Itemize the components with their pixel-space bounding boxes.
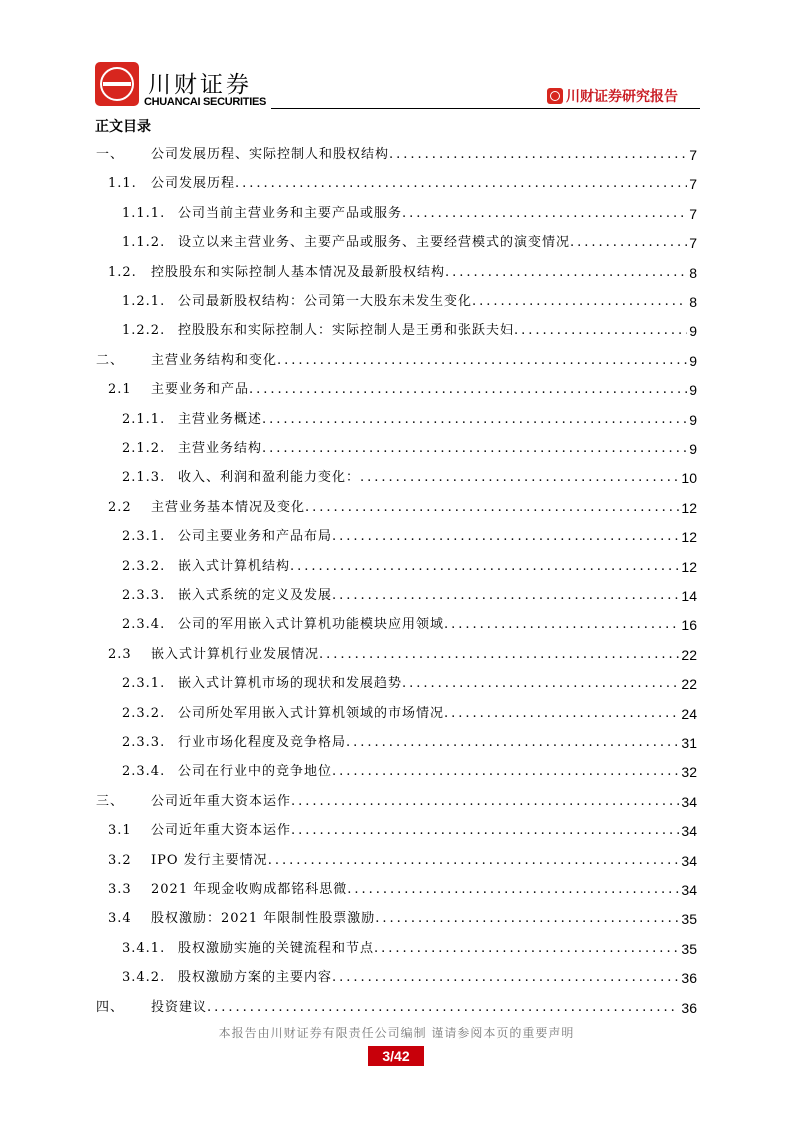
- toc-leader-dots: [291, 792, 679, 812]
- toc-leader-dots: [360, 468, 679, 488]
- toc-leader-dots: [319, 645, 679, 665]
- toc-entry-page: 31: [681, 735, 697, 751]
- toc-entry[interactable]: [0, 851, 793, 871]
- toc-entry-title[interactable]: 公司发展历程: [151, 176, 236, 192]
- toc-entry-title[interactable]: 嵌入式计算机市场的现状和发展趋势: [178, 676, 403, 692]
- toc-entry[interactable]: [0, 880, 793, 900]
- toc-entry-page: 9: [689, 441, 697, 457]
- toc-entry-title[interactable]: 公司当前主营业务和主要产品或服务: [178, 205, 403, 221]
- toc-leader-dots: [570, 233, 687, 253]
- toc-entry-title[interactable]: 股权激励方案的主要内容: [178, 970, 333, 986]
- toc-leader-dots: [332, 527, 679, 547]
- page-number: 3/42: [368, 1046, 424, 1066]
- toc-entry[interactable]: [0, 468, 793, 488]
- toc-entry-title[interactable]: 主营业务结构和变化: [151, 352, 278, 368]
- toc-entry-title[interactable]: IPO 发行主要情况: [151, 852, 268, 868]
- toc-entry[interactable]: [0, 939, 793, 959]
- toc-leader-dots: [375, 909, 679, 929]
- toc-leader-dots: [277, 351, 687, 371]
- toc-entry-title[interactable]: 股权激励实施的关键流程和节点: [178, 940, 375, 956]
- toc-entry-page: 24: [681, 705, 697, 722]
- footer-disclaimer: 本报告由川财证券有限责任公司编制 谨请参阅本页的重要声明: [218, 1026, 575, 1040]
- toc-entry-number: 2.2: [108, 499, 132, 515]
- toc-entry-title[interactable]: 投资建议: [151, 999, 208, 1015]
- toc-leader-dots: [268, 851, 680, 871]
- toc-entry-title[interactable]: 收入、利润和盈利能力变化：: [178, 470, 361, 486]
- toc-entry-title[interactable]: 行业市场化程度及竞争格局: [178, 735, 347, 750]
- toc-entry-page: 12: [681, 499, 697, 516]
- toc-leader-dots: [346, 733, 679, 753]
- report-label: [547, 86, 678, 106]
- toc-entry[interactable]: [0, 762, 793, 782]
- toc-leader-dots: [389, 145, 687, 165]
- toc-entry-title[interactable]: 公司主要业务和产品布局: [178, 529, 333, 545]
- toc-leader-dots: [305, 498, 679, 518]
- toc-entry[interactable]: [0, 998, 793, 1018]
- toc-entry[interactable]: [0, 498, 793, 518]
- toc-entry-page: 34: [681, 852, 697, 869]
- toc-entry-title[interactable]: 股权激励：2021 年限制性股票激励: [151, 911, 376, 927]
- toc-entry-page: 9: [689, 323, 697, 340]
- toc-entry-title[interactable]: 公司发展历程、实际控制人和股权结构: [151, 147, 390, 162]
- toc-entry-page: 10: [681, 470, 697, 487]
- toc-entry-number: 3.4: [108, 911, 132, 927]
- toc-entry-page: 9: [689, 411, 697, 428]
- toc-entry-page: 22: [681, 646, 697, 663]
- toc-entry-number: 2.3.3.: [122, 588, 166, 603]
- toc-entry-number: 二、: [96, 352, 125, 368]
- report-label-text: 川财证券研究报告: [566, 89, 678, 105]
- toc-entry-page: 7: [689, 176, 697, 193]
- toc-entry[interactable]: [0, 527, 793, 547]
- toc-entry-title[interactable]: 控股股东和实际控制人基本情况及最新股权结构: [151, 264, 446, 280]
- toc-entry-number: 2.3.1.: [122, 676, 166, 692]
- toc-entry-title[interactable]: 主营业务概述: [178, 411, 263, 427]
- toc-entry[interactable]: [0, 292, 793, 312]
- toc-entry[interactable]: [0, 586, 793, 606]
- toc-entry-number: 1.2.1.: [122, 294, 166, 309]
- brand-name-en: CHUANCAI SECURITIES: [144, 96, 267, 108]
- toc-entry[interactable]: [0, 263, 793, 283]
- toc-entry-page: 36: [681, 970, 697, 987]
- toc-entry-number: 一、: [96, 147, 125, 162]
- toc-entry[interactable]: [0, 645, 793, 665]
- toc-entry-number: 2.3.2.: [122, 705, 166, 721]
- toc-leader-dots: [332, 762, 679, 782]
- toc-entry[interactable]: [0, 321, 793, 341]
- toc-entry-number: 2.1.3.: [122, 470, 166, 486]
- toc-leader-dots: [445, 263, 687, 283]
- toc-leader-dots: [347, 880, 679, 900]
- toc-leader-dots: [402, 204, 687, 224]
- toc-entry-title[interactable]: 嵌入式计算机行业发展情况: [151, 646, 320, 662]
- toc-entry-title[interactable]: 公司近年重大资本运作: [151, 793, 292, 809]
- toc-entry-title[interactable]: 公司近年重大资本运作: [151, 823, 292, 839]
- toc-entry-number: 2.1: [108, 382, 132, 398]
- toc-entry-number: 2.3.3.: [122, 735, 166, 750]
- toc-entry-number: 2.1.2.: [122, 441, 166, 456]
- toc-entry-number: 三、: [96, 793, 125, 809]
- toc-entry[interactable]: [0, 968, 793, 988]
- toc-entry-title[interactable]: 公司的军用嵌入式计算机功能模块应用领域: [178, 617, 445, 633]
- toc-leader-dots: [207, 998, 679, 1018]
- toc-entry-number: 2.3.4.: [122, 617, 166, 633]
- toc-entry[interactable]: [0, 410, 793, 430]
- toc-entry[interactable]: [0, 733, 793, 753]
- toc-entry[interactable]: [0, 909, 793, 929]
- toc-leader-dots: [235, 174, 687, 194]
- toc-leader-dots: [402, 674, 679, 694]
- toc-leader-dots: [444, 704, 679, 724]
- toc-entry[interactable]: [0, 145, 793, 165]
- toc-entry[interactable]: [0, 557, 793, 577]
- toc-leader-dots: [291, 821, 679, 841]
- toc-entry-number: 四、: [96, 999, 125, 1015]
- toc-entry-page: 35: [681, 940, 697, 957]
- toc-entry-page: 32: [681, 764, 697, 781]
- toc-entry-page: 7: [689, 235, 697, 252]
- toc-entry[interactable]: [0, 204, 793, 224]
- toc-entry-page: 12: [681, 529, 697, 546]
- toc-leader-dots: [249, 380, 687, 400]
- toc-leader-dots: [262, 410, 687, 430]
- toc-entry-page: 34: [681, 793, 697, 810]
- toc-entry-page: 9: [689, 352, 697, 369]
- toc-entry-page: 16: [681, 617, 697, 634]
- toc-entry-page: 34: [681, 823, 697, 840]
- toc-entry-number: 1.1.1.: [122, 205, 166, 221]
- toc-entry-number: 3.1: [108, 823, 132, 839]
- toc-entry-number: 1.1.2.: [122, 235, 166, 251]
- toc-entry-number: 3.4.2.: [122, 970, 166, 986]
- toc-entry-title[interactable]: 控股股东和实际控制人：实际控制人是王勇和张跃夫妇: [178, 323, 515, 339]
- toc-entry-title[interactable]: 主要业务和产品: [151, 382, 250, 398]
- toc-entry[interactable]: [0, 821, 793, 841]
- toc-entry-page: 14: [681, 588, 697, 604]
- toc-entry-page: 12: [681, 558, 697, 575]
- chuancai-logo-icon: [95, 62, 139, 106]
- toc-entry-title[interactable]: 2021 年现金收购成都铭科思微: [151, 882, 348, 897]
- toc-entry-page: 7: [689, 147, 697, 163]
- toc-entry[interactable]: [0, 615, 793, 635]
- toc-entry-page: 35: [681, 911, 697, 928]
- toc-entry-title[interactable]: 嵌入式计算机结构: [178, 558, 291, 574]
- toc-entry-page: 36: [681, 999, 697, 1016]
- toc-entry-page: 8: [689, 294, 697, 310]
- toc-entry-page: 7: [689, 205, 697, 222]
- toc-entry[interactable]: [0, 174, 793, 194]
- toc-entry-title[interactable]: 设立以来主营业务、主要产品或服务、主要经营模式的演变情况: [178, 235, 571, 251]
- toc-leader-dots: [332, 968, 679, 988]
- toc-entry-number: 3.3: [108, 882, 132, 897]
- toc-entry-number: 1.1.: [108, 176, 137, 192]
- toc-entry[interactable]: [0, 233, 793, 253]
- toc-entry-title[interactable]: 公司所处军用嵌入式计算机领域的市场情况: [178, 705, 445, 721]
- toc-entry[interactable]: [0, 674, 793, 694]
- toc-entry-page: 34: [681, 882, 697, 898]
- toc-entry-number: 2.3.4.: [122, 764, 166, 780]
- toc-entry-title[interactable]: 主营业务结构: [178, 441, 263, 456]
- toc-entry-number: 1.2.2.: [122, 323, 166, 339]
- toc-entry-title[interactable]: 主营业务基本情况及变化: [151, 499, 306, 515]
- toc-leader-dots: [514, 321, 687, 341]
- toc-entry-page: 22: [681, 676, 697, 693]
- header-divider: [271, 108, 700, 109]
- toc-leader-dots: [444, 615, 679, 635]
- toc-entry-number: 2.3.1.: [122, 529, 166, 545]
- toc-entry-page: 9: [689, 382, 697, 399]
- toc-leader-dots: [374, 939, 679, 959]
- toc-entry[interactable]: [0, 351, 793, 371]
- toc-entry[interactable]: [0, 792, 793, 812]
- toc-entry-title[interactable]: 公司在行业中的竞争地位: [178, 764, 333, 780]
- toc-entry-number: 1.2.: [108, 264, 137, 280]
- toc-leader-dots: [262, 439, 687, 459]
- toc-entry[interactable]: [0, 380, 793, 400]
- toc-entry-page: 8: [689, 264, 697, 281]
- toc-leader-dots: [472, 292, 687, 312]
- toc-leader-dots: [290, 557, 679, 577]
- toc-leader-dots: [332, 586, 679, 606]
- toc-entry[interactable]: [0, 704, 793, 724]
- toc-entry-number: 2.3: [108, 646, 132, 662]
- mini-logo-icon: [547, 88, 563, 104]
- toc-entry-number: 2.3.2.: [122, 558, 166, 574]
- toc-entry-number: 2.1.1.: [122, 411, 166, 427]
- toc-entry-number: 3.2: [108, 852, 132, 868]
- toc-title: 正文目录: [95, 119, 151, 135]
- toc-entry-title[interactable]: 嵌入式系统的定义及发展: [178, 588, 333, 603]
- toc-entry-number: 3.4.1.: [122, 940, 166, 956]
- brand-name-cn: 川财证券: [148, 72, 252, 98]
- toc-entry[interactable]: [0, 439, 793, 459]
- toc-entry-title[interactable]: 公司最新股权结构：公司第一大股东未发生变化: [178, 294, 473, 309]
